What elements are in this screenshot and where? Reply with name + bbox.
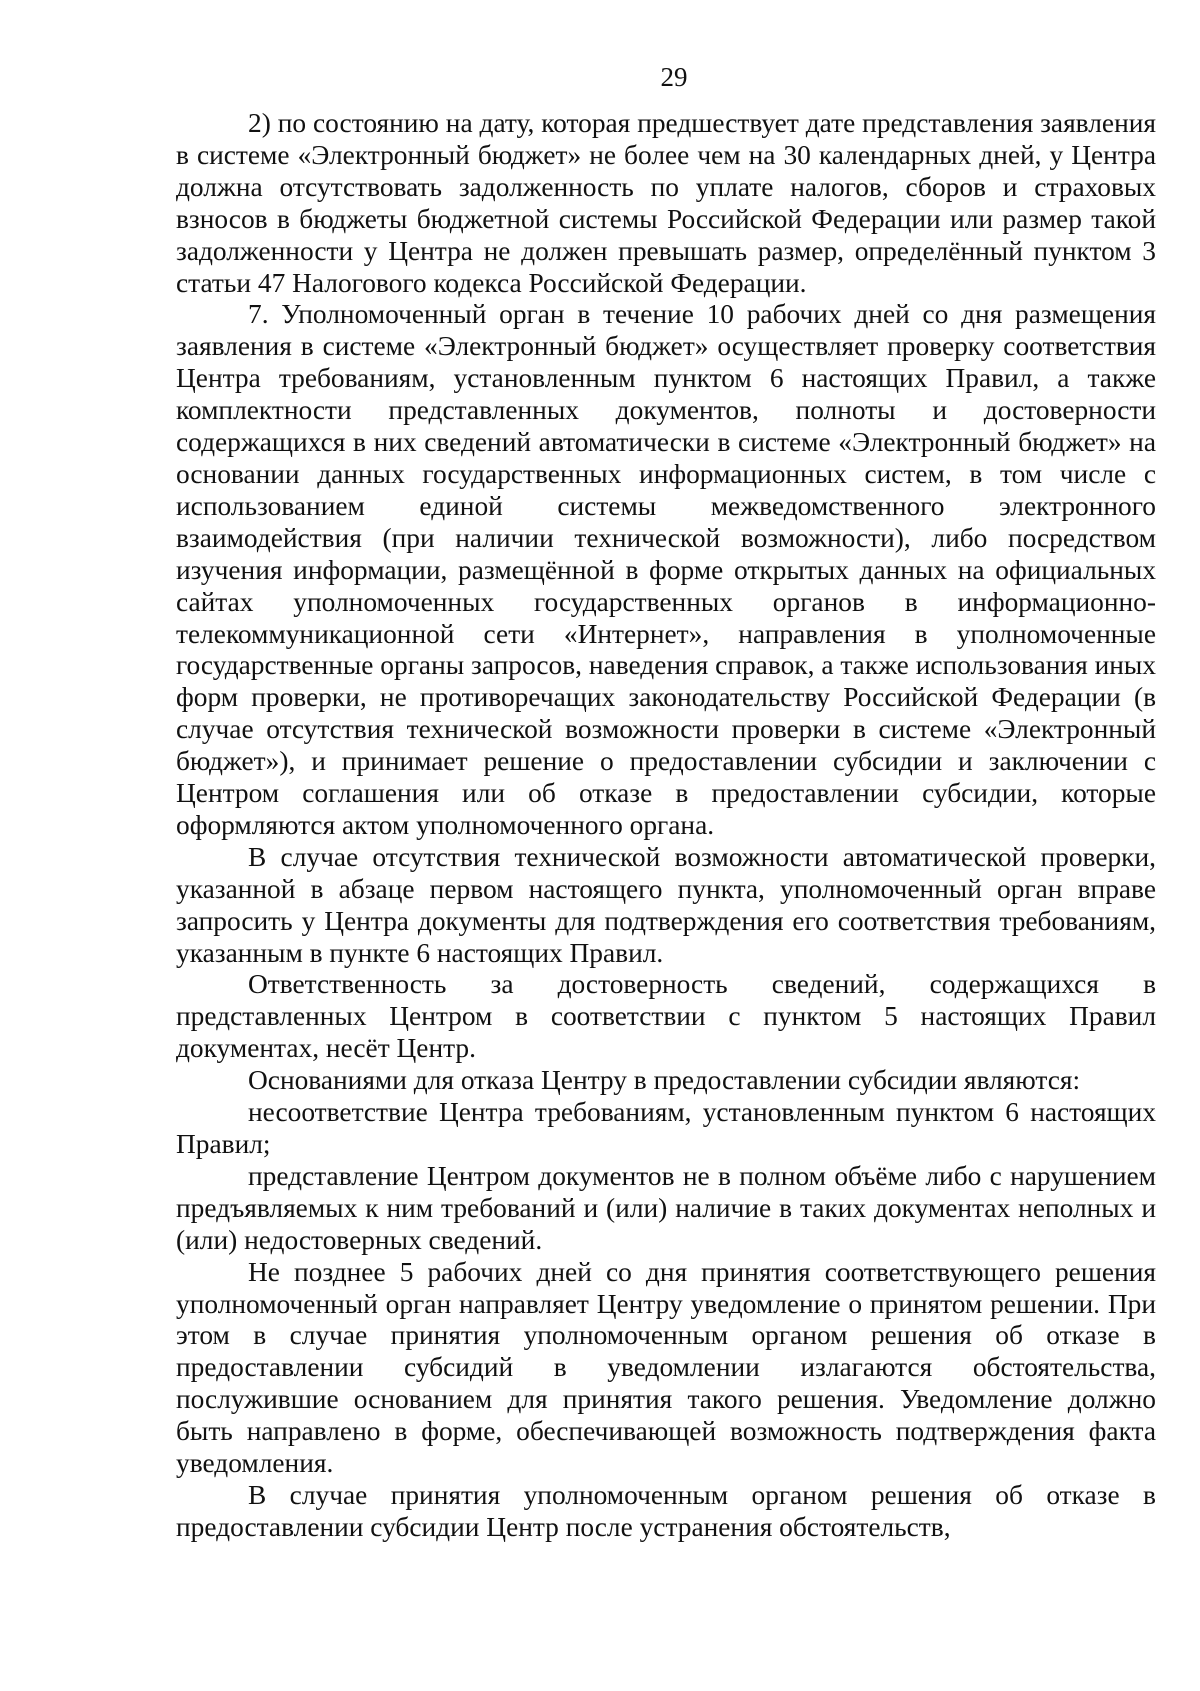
paragraph-refusal-grounds: Основаниями для отказа Центру в предоставлении субсидии являются: bbox=[248, 1065, 1081, 1096]
paragraph-notification: Не позднее 5 рабочих дней со дня принятия соответствующего решения уполномоченный орган направляет Центру уведомление о принятом решении. При этом в случае принятия уполномоченным органом решения об отказе в предоставлении субсидий в уведомлении излагаются обстоятельства, послужившие основанием для принятия такого решения. Уведомление должно быть направлено в форме, обеспечивающей возможность подтверждения факта уведомления. bbox=[176, 1256, 1156, 1479]
page-number: 29 bbox=[660, 62, 688, 92]
document-body bbox=[176, 108, 1156, 1544]
paragraph-ground-documents: представление Центром документов не в полном объёме либо с нарушением предъявляемых к ним требований и (или) наличие в таких документах неполных и (или) недостоверных сведений. bbox=[176, 1160, 1156, 1255]
paragraph-point-7: 7. Уполномоченный орган в течение 10 рабочих дней со дня размещения заявления в системе «Электронный бюджет» осуществляет проверку соответствия Центра требованиям, установленным пунктом 6 настоящих Правил, а также комплектности представленных документов, полноты и достоверности содержащихся в них сведений автоматически в системе «Электронный бюджет» на основании данных государственных информационных систем, в том числе с использованием единой системы межведомственного электронного взаимодействия (при наличии технической возможности), либо посредством изучения информации, размещённой в форме открытых данных на официальных сайтах уполномоченных государственных органов в информационно-телекоммуникационной сети «Интернет», направления в уполномоченные государственные органы запросов, наведения справок, а также использования иных форм проверки, не противоречащих законодательству Российской Федерации (в случае отсутствия технической возможности проверки в системе «Электронный бюджет»), и принимает решение о предоставлении субсидии и заключении с Центром соглашения или об отказе в предоставлении субсидии, которые оформляются актом уполномоченного органа. bbox=[176, 299, 1156, 840]
paragraph-ground-noncompliance: несоответствие Центра требованиям, установленным пунктом 6 настоящих Правил; bbox=[176, 1097, 1156, 1159]
paragraph-after-refusal: В случае принятия уполномоченным органом решения об отказе в предоставлении субсидии Центр после устранения обстоятельств, bbox=[176, 1479, 1156, 1542]
paragraph-item-2: 2) по состоянию на дату, которая предшествует дате представления заявления в системе «Электронный бюджет» не более чем на 30 календарных дней, у Центра должна отсутствовать задолженность по уплате налогов, сборов и страховых взносов в бюджеты бюджетной системы Российской Федерации или размер такой задолженности у Центра не должен превышать размер, определённый пунктом 3 статьи 47 Налогового кодекса Российской Федерации. bbox=[176, 108, 1156, 298]
paragraph-responsibility: Ответственность за достоверность сведений, содержащихся в представленных Центром в соответствии с пунктом 5 настоящих Правил документах, несёт Центр. bbox=[176, 969, 1156, 1064]
paragraph-tech-check: В случае отсутствия технической возможности автоматической проверки, указанной в абзаце первом настоящего пункта, уполномоченный орган вправе запросить у Центра документы для подтверждения его соответствия требованиям, указанным в пункте 6 настоящих Правил. bbox=[176, 841, 1156, 968]
